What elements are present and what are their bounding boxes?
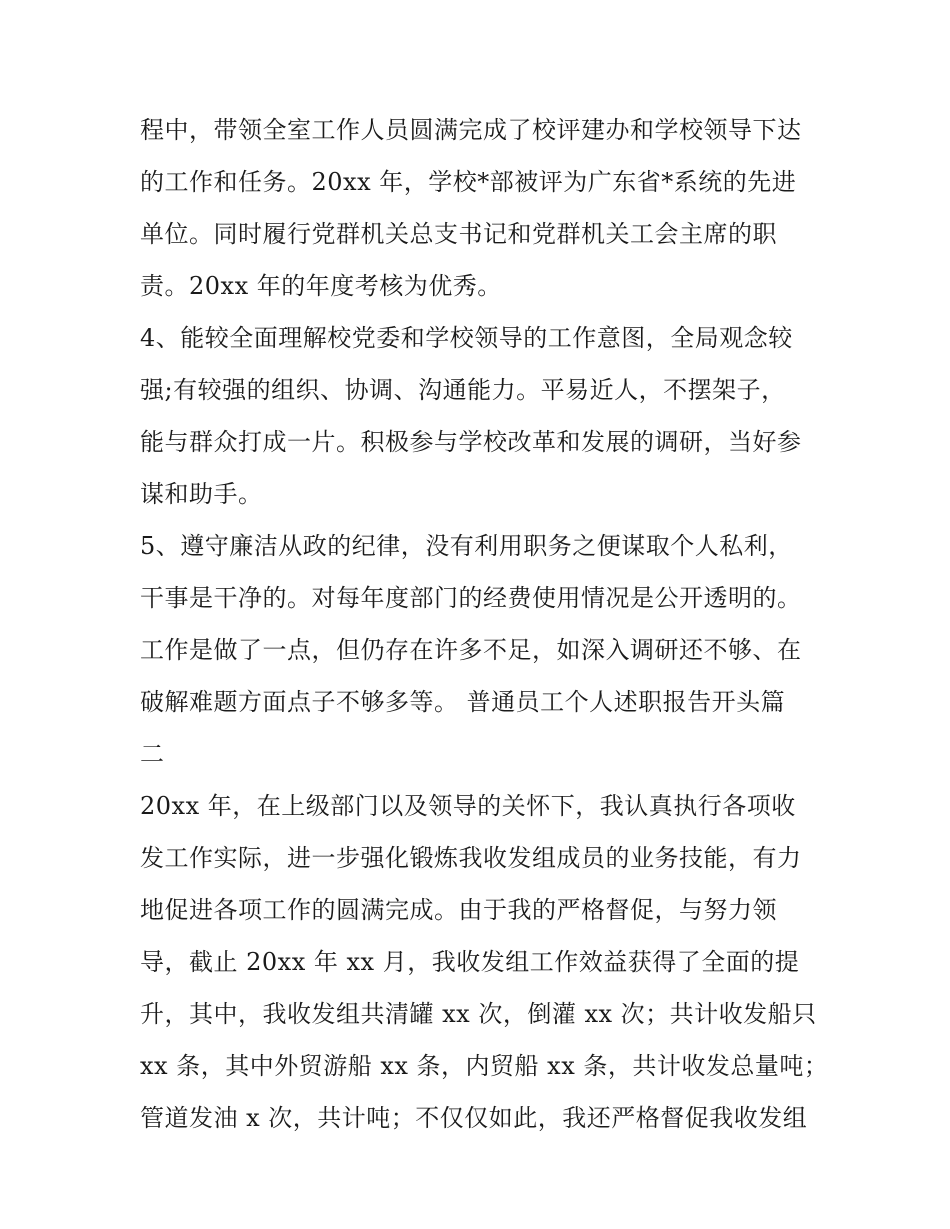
text-line-4: 责。20xx 年的年度考核为优秀。 — [140, 272, 502, 300]
text-line-14: 20xx 年，在上级部门以及领导的关怀下，我认真执行各项收 — [140, 792, 796, 820]
text-line-7: 能与群众打成一片。积极参与学校改革和发展的调研，当好参 — [140, 428, 802, 456]
text-line-5: 4、能较全面理解校党委和学校领导的工作意图，全局观念较 — [140, 324, 793, 352]
document-body — [140, 104, 830, 1144]
text-line-12: 破解难题方面点子不够多等。 普通员工个人述职报告开头篇 — [140, 688, 786, 716]
text-line-17: 导，截止 20xx 年 xx 月，我收发组工作效益获得了全面的提 — [140, 948, 800, 976]
text-line-19: xx 条，其中外贸游船 xx 条，内贸船 xx 条，共计收发总量吨； — [140, 1052, 829, 1080]
text-line-9: 5、遵守廉洁从政的纪律，没有利用职务之便谋取个人私利， — [140, 532, 793, 560]
text-line-11: 工作是做了一点，但仍存在许多不足，如深入调研还不够、在 — [140, 636, 802, 664]
text-line-18: 升，其中，我收发组共清罐 xx 次，倒灌 xx 次；共计收发船只 — [140, 1000, 817, 1028]
text-line-15: 发工作实际，进一步强化锻炼我收发组成员的业务技能，有力 — [140, 844, 802, 872]
text-line-10: 干事是干净的。对每年度部门的经费使用情况是公开透明的。 — [140, 584, 802, 612]
text-line-2: 的工作和任务。20xx 年，学校*部被评为广东省*系统的先进 — [140, 168, 797, 196]
text-line-6: 强;有较强的组织、协调、沟通能力。平易近人，不摆架子， — [140, 376, 786, 404]
text-line-13: 二 — [140, 740, 165, 768]
text-line-3: 单位。同时履行党群机关总支书记和党群机关工会主席的职 — [140, 220, 777, 248]
text-line-16: 地促进各项工作的圆满完成。由于我的严格督促，与努力领 — [140, 896, 777, 924]
text-line-8: 谋和助手。 — [140, 480, 263, 508]
text-line-20: 管道发油 x 次，共计吨；不仅仅如此，我还严格督促我收发组 — [140, 1104, 808, 1132]
text-line-1: 程中，带领全室工作人员圆满完成了校评建办和学校领导下达 — [140, 116, 802, 144]
